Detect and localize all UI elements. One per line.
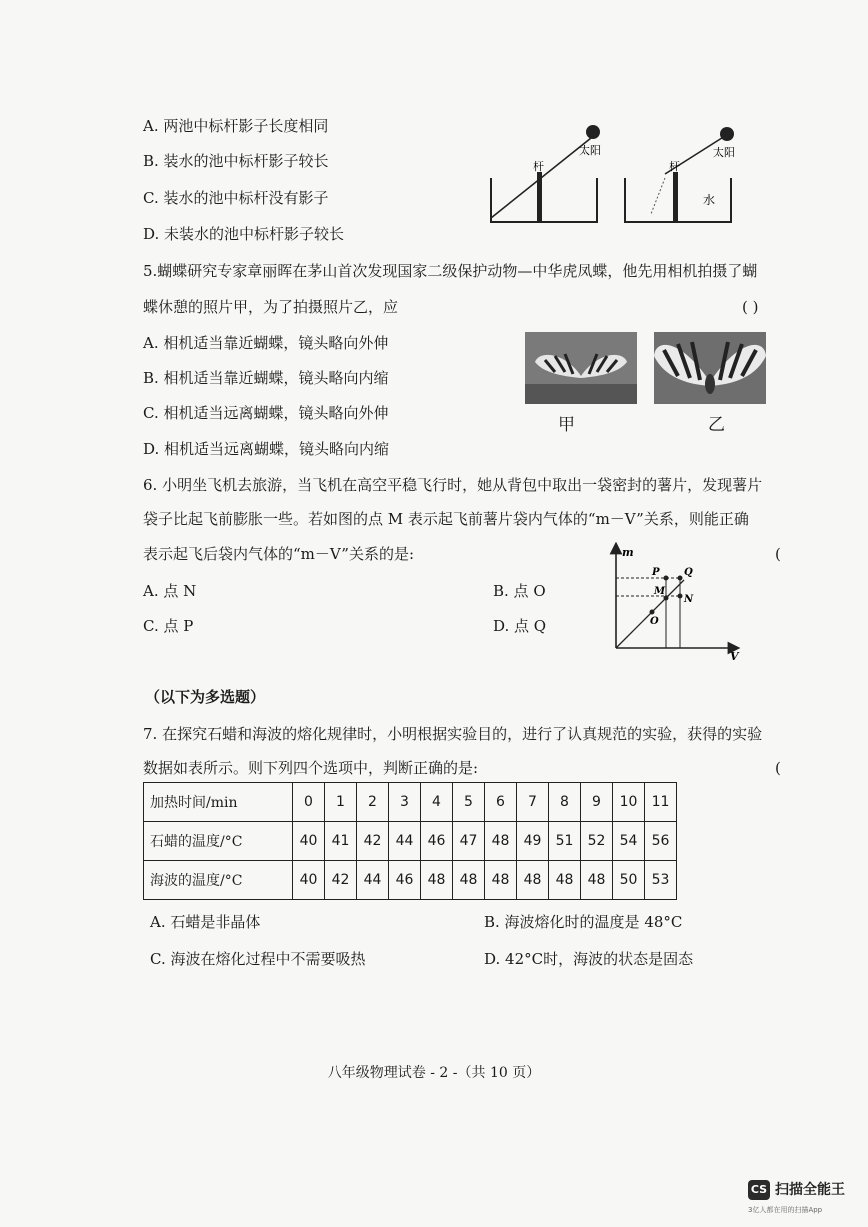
table-cell: 48 (581, 861, 613, 900)
photo-label-jia: 甲 (558, 415, 575, 435)
table-row (144, 822, 677, 861)
point-p-label: P (652, 567, 660, 578)
table-cell: 0 (293, 783, 325, 822)
q4-option-d: D. 未装水的池中标杆影子较长 (143, 225, 345, 243)
table-cell: 46 (421, 822, 453, 861)
page-footer: 八年级物理试卷 - 2 -（共 10 页） (327, 1065, 541, 1081)
pole-label: 杆 (669, 160, 680, 173)
q6-option-c: C. 点 P (143, 617, 194, 635)
table-cell: 44 (357, 861, 389, 900)
table-cell: 9 (581, 783, 613, 822)
q5-stem-line2: 蝶休憩的照片甲，为了拍摄照片乙，应 (143, 298, 399, 316)
q6-stem-line3: 表示起飞后袋内气体的“m－V”关系的是: (143, 545, 414, 563)
cs-logo-icon: CS (748, 1180, 770, 1200)
q6-option-b: B. 点 O (493, 582, 546, 600)
q7-option-c: C. 海波在熔化过程中不需要吸热 (150, 950, 366, 968)
table-cell: 42 (325, 861, 357, 900)
table-row (144, 861, 677, 900)
table-cell: 53 (645, 861, 677, 900)
proportional-line (616, 580, 684, 648)
q4-option-c: C. 装水的池中标杆没有影子 (143, 189, 329, 207)
table-cell: 48 (453, 861, 485, 900)
q5-answer-bracket: ( ) (742, 298, 759, 316)
q5-stem-line1: 5.蝴蝶研究专家章丽晖在茅山首次发现国家二级保护动物—中华虎凤蝶，他先用相机拍摄了蝴 (143, 262, 758, 280)
sun-icon (720, 127, 734, 141)
table-cell: 10 (613, 783, 645, 822)
table-cell: 11 (645, 783, 677, 822)
table-cell: 41 (325, 822, 357, 861)
butterfly-photo-jia (525, 332, 637, 404)
photo-label-yi: 乙 (708, 415, 725, 435)
table-row-label: 石蜡的温度/°C (144, 822, 293, 861)
point-m-label: M (654, 586, 666, 597)
q6-answer-bracket: ( (775, 545, 781, 563)
table-cell: 52 (581, 822, 613, 861)
q6-option-a: A. 点 N (143, 582, 197, 600)
q5-option-c: C. 相机适当远离蝴蝶，镜头略向外伸 (143, 404, 389, 422)
point-q-label: Q (684, 567, 693, 578)
table-cell: 48 (485, 861, 517, 900)
table-cell: 6 (485, 783, 517, 822)
scanner-watermark (748, 1176, 858, 1220)
table-cell: 56 (645, 822, 677, 861)
table-row-label: 加热时间/min (144, 783, 293, 822)
table-cell: 48 (517, 861, 549, 900)
table-cell: 3 (389, 783, 421, 822)
q6-stem-line1: 6. 小明坐飞机去旅游，当飞机在高空平稳飞行时，她从背包中取出一袋密封的薯片，发现薯片 (143, 476, 763, 494)
table-cell: 54 (613, 822, 645, 861)
table-cell: 4 (421, 783, 453, 822)
point-o-label: O (650, 616, 659, 627)
table-cell: 5 (453, 783, 485, 822)
table-cell: 48 (549, 861, 581, 900)
table-cell: 49 (517, 822, 549, 861)
pole-label: 杆 (533, 160, 544, 173)
table-cell: 40 (293, 822, 325, 861)
table-cell: 44 (389, 822, 421, 861)
table-cell: 48 (421, 861, 453, 900)
y-axis-label: m (622, 546, 634, 559)
q7-option-d: D. 42°C时，海波的状态是固态 (484, 950, 694, 968)
sun-label: 太阳 (579, 144, 601, 157)
pool-water (625, 127, 735, 222)
table-cell: 7 (517, 783, 549, 822)
table-cell: 50 (613, 861, 645, 900)
q7-option-a: A. 石蜡是非晶体 (150, 913, 261, 931)
q4-pools-figure (485, 118, 745, 230)
point-n-label: N (684, 594, 694, 605)
table-cell: 51 (549, 822, 581, 861)
butterfly-photo-yi (654, 332, 766, 404)
scanner-tagline: 3亿人都在用的扫描App (748, 1206, 823, 1214)
q6-stem-line2: 袋子比起飞前膨胀一些。若如图的点 M 表示起飞前薯片袋内气体的“m－V”关系，则能正确 (143, 510, 749, 528)
table-cell: 40 (293, 861, 325, 900)
table-row (144, 783, 677, 822)
table-row-label: 海波的温度/°C (144, 861, 293, 900)
melting-data-table (143, 782, 677, 900)
table-cell: 42 (357, 822, 389, 861)
m-v-graph (604, 542, 744, 664)
q7-stem-line2: 数据如表所示。则下列四个选项中，判断正确的是: (143, 759, 479, 777)
q6-option-d: D. 点 Q (493, 617, 547, 635)
water-label: 水 (703, 193, 716, 207)
table-cell: 2 (357, 783, 389, 822)
table-cell: 1 (325, 783, 357, 822)
q5-option-a: A. 相机适当靠近蝴蝶，镜头略向外伸 (143, 334, 389, 352)
scanner-app-name: 扫描全能王 (775, 1182, 845, 1198)
pool-empty (491, 125, 601, 222)
q7-answer-bracket: ( (775, 759, 781, 777)
sun-label: 太阳 (713, 146, 735, 159)
q4-option-a: A. 两池中标杆影子长度相同 (143, 117, 329, 135)
q5-option-d: D. 相机适当远离蝴蝶，镜头略向内缩 (143, 440, 390, 458)
q7-option-b: B. 海波熔化时的温度是 48°C (484, 913, 683, 931)
q5-option-b: B. 相机适当靠近蝴蝶，镜头略向内缩 (143, 369, 389, 387)
table-cell: 48 (485, 822, 517, 861)
x-axis-label: V (730, 650, 739, 663)
q7-stem-line1: 7. 在探究石蜡和海波的熔化规律时，小明根据实验目的，进行了认真规范的实验，获得的实验 (143, 725, 763, 743)
multi-choice-section-heading: （以下为多选题） (145, 688, 266, 706)
q4-option-b: B. 装水的池中标杆影子较长 (143, 152, 329, 170)
table-cell: 47 (453, 822, 485, 861)
table-cell: 46 (389, 861, 421, 900)
table-cell: 8 (549, 783, 581, 822)
sun-icon (586, 125, 600, 139)
